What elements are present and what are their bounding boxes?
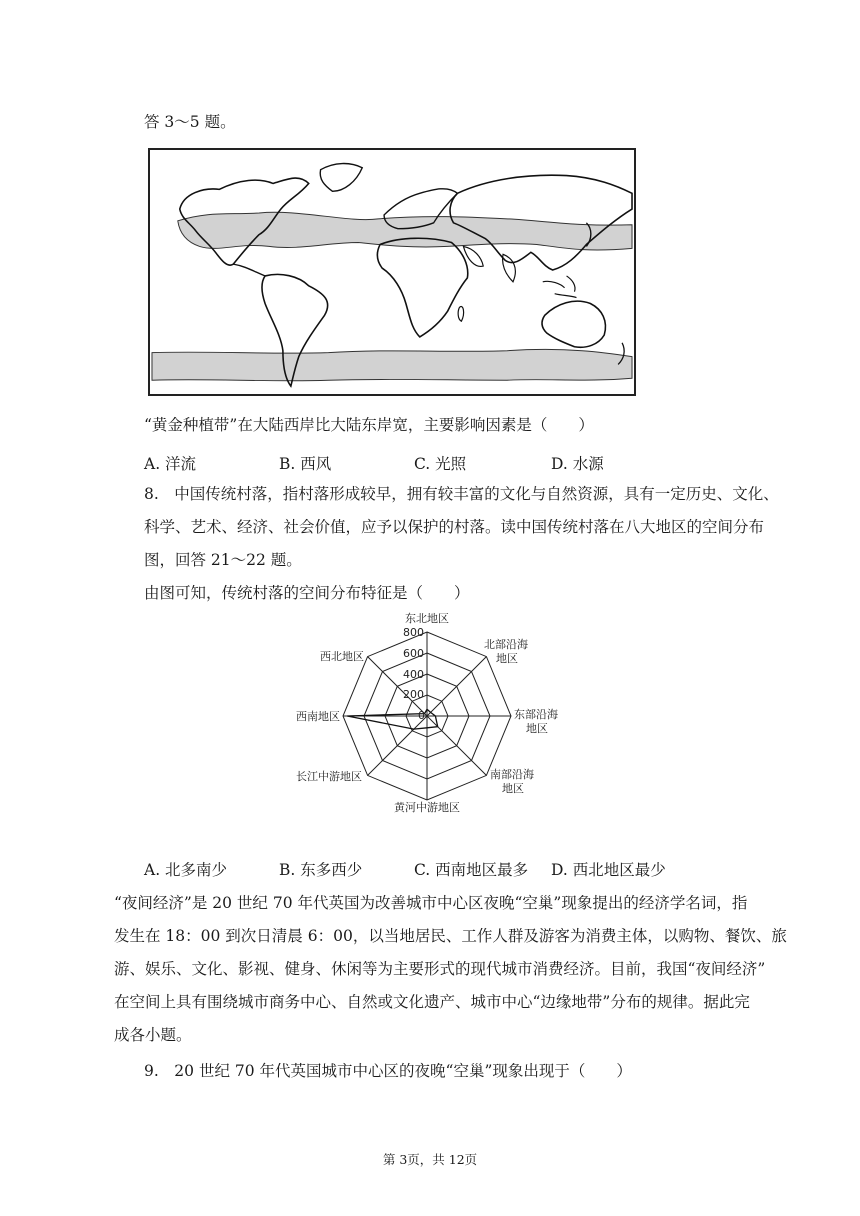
night-economy-line-2: 发生在 18：00 到次日清晨 6：00，以当地居民、工作人群及游客为消费主体，以购物、餐饮、旅 [114, 927, 787, 945]
label-east-coast-1: 东部沿海 [514, 708, 558, 721]
gold-belt-option-b: B. 西风 [279, 455, 332, 473]
label-south-coast-1: 南部沿海 [490, 768, 534, 781]
world-map [150, 150, 634, 394]
africa-outline [377, 238, 467, 337]
gold-belt-stem: “黄金种植带”在大陆西岸比大陆东岸宽，主要影响因素是（ ） [144, 416, 594, 434]
village-radar-chart [286, 608, 576, 828]
q8-option-b: B. 东多西少 [279, 861, 363, 879]
q8-line-2: 科学、艺术、经济、社会价值，应予以保护的村落。读中国传统村落在八大地区的空间分布 [144, 518, 765, 536]
southern-gold-belt [152, 349, 632, 380]
q9-stem: 9. 20 世纪 70 年代英国城市中心区的夜晚“空巢”现象出现于（ ） [144, 1062, 632, 1080]
tick-label-200: 200 [403, 688, 424, 701]
q8-line-1: 8. 中国传统村落，指村落形成较早，拥有较丰富的文化与自然资源，具有一定历史、文化、 [144, 485, 779, 503]
india-outline [503, 254, 516, 282]
gold-belt-option-c: C. 光照 [414, 455, 467, 473]
label-north-coast-1: 北部沿海 [484, 638, 528, 651]
northern-gold-belt [178, 212, 632, 250]
gold-belt-option-d: D. 水源 [551, 455, 604, 473]
australia-outline [542, 301, 605, 347]
page-footer: 第 3页，共 12页 [382, 1152, 478, 1167]
label-northwest: 西北地区 [320, 650, 364, 663]
greenland-outline [320, 164, 362, 192]
night-economy-line-3: 游、娱乐、文化、影视、健身、休闲等为主要形式的现代城市消费经济。目前，我国“夜间经济” [114, 960, 766, 978]
label-yangtze: 长江中游地区 [296, 770, 362, 783]
label-northeast: 东北地区 [405, 612, 449, 625]
tick-label-400: 400 [403, 668, 424, 681]
q8-sub-stem: 由图可知，传统村落的空间分布特征是（ ） [144, 584, 470, 602]
label-north-coast-2: 地区 [496, 652, 518, 665]
gold-belt-option-a: A. 洋流 [144, 455, 197, 473]
radar-grid [343, 632, 511, 800]
label-southwest: 西南地区 [296, 710, 340, 723]
q8-option-d: D. 西北地区最少 [551, 861, 666, 879]
q8-option-a: A. 北多南少 [144, 861, 228, 879]
southeast-asia-islands [543, 276, 577, 298]
world-map-figure [148, 148, 636, 396]
label-south-coast-2: 地区 [502, 782, 524, 795]
label-east-coast-2: 地区 [526, 722, 548, 735]
radar-svg [286, 608, 576, 828]
intro-line: 答 3～5 题。 [144, 113, 236, 131]
tick-label-800: 800 [403, 626, 424, 639]
madagascar-outline [458, 307, 463, 322]
tick-label-0: 0 [418, 709, 425, 722]
night-economy-line-4: 在空间上具有围绕城市商务中心、自然或文化遗产、城市中心“边缘地带”分布的规律。据此完 [114, 993, 750, 1011]
night-economy-line-5: 成各小题。 [114, 1026, 192, 1044]
label-yellow-river: 黄河中游地区 [394, 801, 460, 814]
central-america-outline [233, 264, 265, 276]
tick-label-600: 600 [403, 647, 424, 660]
night-economy-line-1: “夜间经济”是 20 世纪 70 年代英国为改善城市中心区夜晚“空巢”现象提出的经济学名词，指 [114, 894, 748, 912]
q8-line-3: 图，回答 21～22 题。 [144, 551, 302, 569]
q8-option-c: C. 西南地区最多 [414, 861, 529, 879]
